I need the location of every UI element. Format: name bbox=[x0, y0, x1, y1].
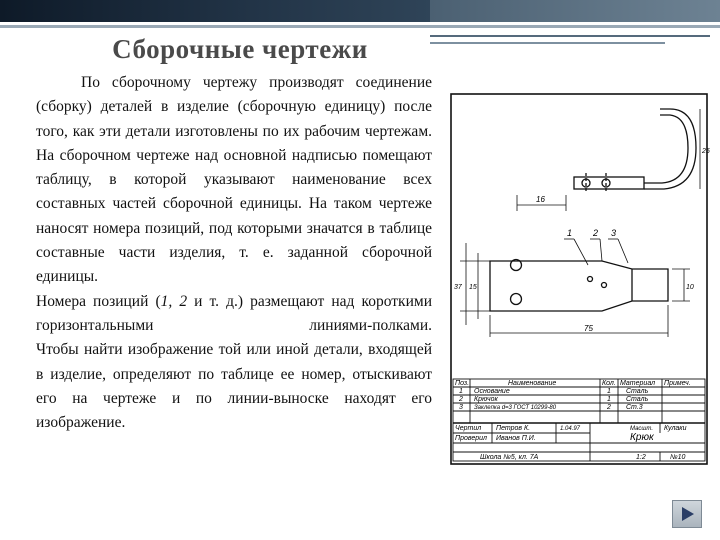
callout-1: 1 bbox=[567, 228, 573, 238]
stamp-cell: Чертил bbox=[455, 425, 482, 432]
stamp-cell: Школа №5, кл. 7А bbox=[480, 454, 539, 461]
table-cell: 1 bbox=[459, 388, 463, 395]
table-cell: Основание bbox=[474, 388, 510, 395]
table-header: Поз. bbox=[455, 380, 470, 387]
dimension-label: 15 bbox=[469, 284, 477, 291]
assembly-drawing bbox=[450, 93, 708, 465]
plate-front-view bbox=[490, 260, 668, 312]
table-cell: 2 bbox=[459, 396, 463, 403]
stamp-title: Крюк bbox=[630, 432, 654, 443]
play-arrow-icon bbox=[682, 507, 694, 521]
paragraph-1: По сборочному чертежу производят соединение (сборку) деталей в изделие (сборочную единицу) после того, как эти детали изготовлены по их рабочим чертежам. bbox=[36, 74, 432, 140]
top-banner-accent bbox=[430, 0, 720, 22]
table-cell: Ст.3 bbox=[626, 404, 643, 411]
callout-3: 3 bbox=[611, 228, 617, 238]
decorative-rule bbox=[430, 42, 665, 44]
hook-curve bbox=[644, 115, 688, 183]
hole bbox=[511, 294, 522, 305]
stamp-cell: Петров К. bbox=[496, 425, 531, 432]
stamp-cell: Масшт. bbox=[630, 426, 653, 432]
paragraph-3 bbox=[36, 290, 432, 339]
dimension-label: 37 bbox=[454, 284, 462, 291]
stamp-cell: 1.04.97 bbox=[560, 426, 581, 432]
slide-body bbox=[36, 71, 432, 435]
spec-table-text bbox=[455, 380, 691, 461]
stamp-cell: Иванов П.И. bbox=[496, 435, 536, 442]
table-cell: 1 bbox=[607, 396, 611, 403]
dimension-label: 75 bbox=[584, 324, 593, 333]
table-header: Материал bbox=[620, 380, 656, 387]
paragraph-3-positions: 1, 2 bbox=[160, 292, 188, 310]
paragraph-3-text: и т. д.) размещают над короткими горизонтальными линиями-полками. bbox=[36, 292, 432, 334]
table-header: Наименование bbox=[508, 380, 557, 387]
callout-2: 2 bbox=[593, 228, 599, 238]
table-header: Примеч. bbox=[664, 380, 691, 387]
table-cell: 3 bbox=[459, 404, 463, 411]
paragraph-4: Чтобы найти изображение той или иной детали, входящей в изделие, определяют по таблице ее номер, отыскивают его на чертеже и по линии-выноске находят его изображение. bbox=[36, 341, 432, 432]
table-cell: Сталь bbox=[626, 388, 649, 395]
table-cell: Крючок bbox=[474, 396, 498, 403]
stamp-cell: №10 bbox=[670, 454, 686, 461]
dimension-label: 25 bbox=[702, 148, 710, 155]
slide-title: Сборочные чертежи bbox=[112, 34, 368, 64]
table-cell: Заклепка d=3 ГОСТ 10299-80 bbox=[474, 405, 557, 411]
decorative-rule bbox=[430, 35, 710, 37]
table-header: Кол. bbox=[602, 380, 616, 387]
paragraph-3-text: Номера позиций ( bbox=[36, 292, 161, 310]
rivet bbox=[588, 277, 593, 282]
next-slide-button[interactable] bbox=[672, 500, 702, 528]
stamp-cell: 1:2 bbox=[636, 454, 646, 461]
decorative-rule bbox=[0, 25, 720, 28]
dimension-label: 10 bbox=[686, 284, 694, 291]
plate-outline bbox=[490, 261, 668, 311]
table-cell: Сталь bbox=[626, 396, 649, 403]
table-cell: 2 bbox=[607, 404, 611, 411]
front-dimensions bbox=[460, 243, 690, 337]
dimension-label: 16 bbox=[536, 195, 545, 204]
hook-top-view bbox=[574, 109, 696, 193]
stamp-cell: Кулаки bbox=[664, 425, 687, 432]
rivet bbox=[602, 283, 607, 288]
table-cell: 1 bbox=[607, 388, 611, 395]
paragraph-2: На сборочном чертеже над основной надписью помещают таблицу, в которой указывают наименование всех составных частей сборочной единицы. На таком чертеже наносят номера позиций, под которыми значатся в таблице составные части изделия, т. е. заданной сборочной единицы. bbox=[36, 146, 432, 286]
stamp-cell: Проверил bbox=[455, 435, 487, 442]
